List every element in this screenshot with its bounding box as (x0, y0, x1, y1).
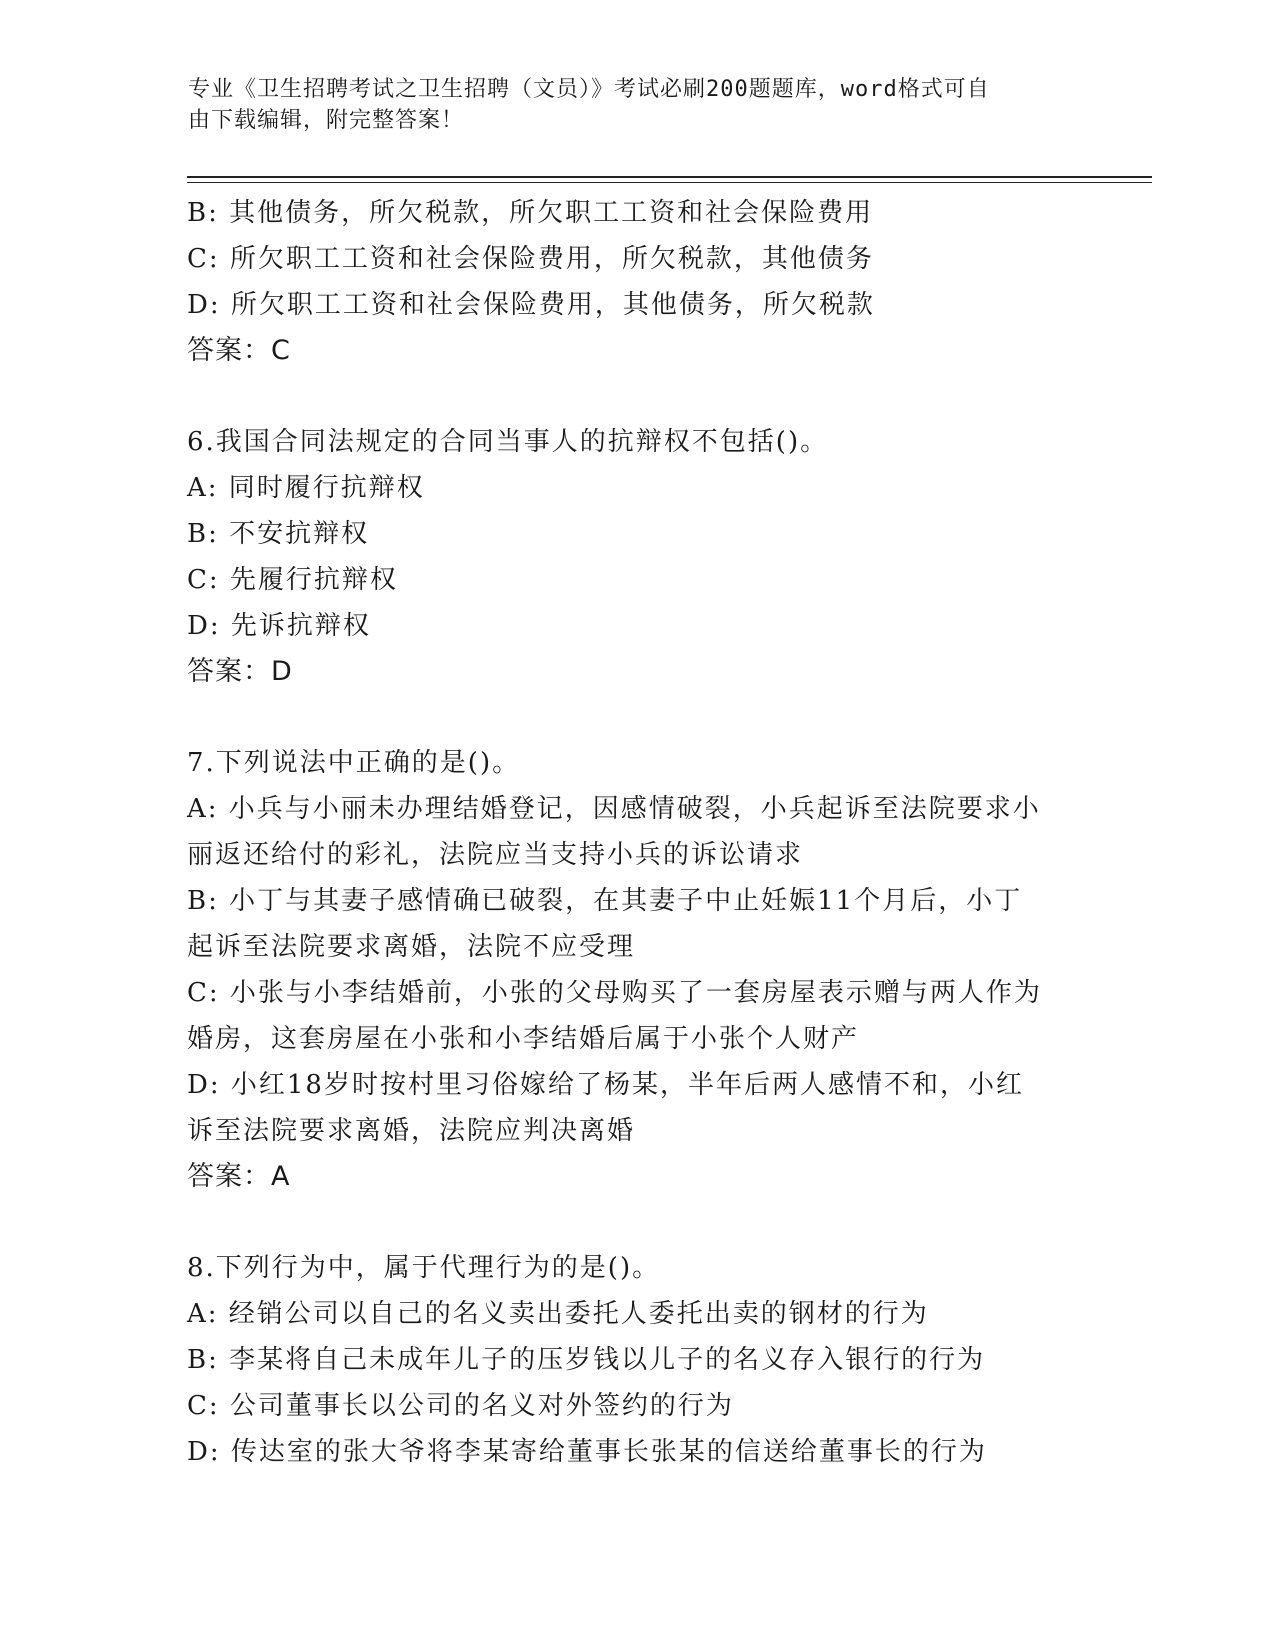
option-a-line-1: A: 小兵与小丽未办理结婚登记，因感情破裂，小兵起诉至法院要求小 (187, 794, 1041, 824)
option-d: D: 所欠职工工资和社会保险费用，其他债务，所欠税款 (187, 290, 875, 320)
header-line-2: 由下载编辑，附完整答案！ (188, 108, 465, 133)
question-6 (187, 419, 1087, 695)
answer: 答案：C (187, 335, 291, 366)
option-d-line-2: 诉至法院要求离婚，法院应判决离婚 (187, 1116, 636, 1146)
question-7 (187, 740, 1087, 1200)
option-b: B: 其他债务，所欠税款，所欠职工工资和社会保险费用 (187, 198, 874, 228)
answer: 答案：A (187, 1161, 291, 1192)
option-b: B: 不安抗辩权 (187, 519, 370, 549)
option-c: C: 所欠职工工资和社会保险费用，所欠税款，其他债务 (187, 244, 874, 274)
option-d-line-1: D: 小红18岁时按村里习俗嫁给了杨某，半年后两人感情不和，小红 (187, 1070, 1024, 1100)
option-d: D: 传达室的张大爷将李某寄给董事长张某的信送给董事长的行为 (187, 1437, 987, 1467)
question-list (187, 190, 1087, 1475)
option-a-line-2: 丽返还给付的彩礼，法院应当支持小兵的诉讼请求 (187, 840, 804, 870)
question-8 (187, 1245, 1087, 1475)
option-a: A: 经销公司以自己的名义卖出委托人委托出卖的钢材的行为 (187, 1299, 929, 1329)
spacer (187, 374, 1087, 419)
answer: 答案：D (187, 656, 293, 687)
spacer (187, 1200, 1087, 1245)
option-a: A: 同时履行抗辩权 (187, 473, 425, 503)
question-text: 6.我国合同法规定的合同当事人的抗辩权不包括()。 (187, 427, 829, 457)
option-d: D: 先诉抗辩权 (187, 611, 371, 641)
question-text: 8.下列行为中，属于代理行为的是()。 (187, 1253, 661, 1283)
option-c: C: 公司董事长以公司的名义对外签约的行为 (187, 1391, 734, 1421)
header-rule-thick (187, 176, 1152, 178)
option-c-line-1: C: 小张与小李结婚前，小张的父母购买了一套房屋表示赠与两人作为 (187, 978, 1042, 1008)
option-b-line-2: 起诉至法院要求离婚，法院不应受理 (187, 932, 636, 962)
option-c-line-2: 婚房，这套房屋在小张和小李结婚后属于小张个人财产 (187, 1024, 860, 1054)
header-rule-thin (187, 182, 1152, 183)
question-text: 7.下列说法中正确的是()。 (187, 748, 521, 778)
option-b-line-1: B: 小丁与其妻子感情确已破裂，在其妻子中止妊娠11个月后，小丁 (187, 886, 1023, 916)
option-b: B: 李某将自己未成年儿子的压岁钱以儿子的名义存入银行的行为 (187, 1345, 986, 1375)
header-line-1: 专业《卫生招聘考试之卫生招聘（文员）》考试必刷200题题库，word格式可自 (188, 77, 990, 102)
option-c: C: 先履行抗辩权 (187, 565, 398, 595)
question-5 (187, 190, 1087, 374)
document-header (188, 74, 1068, 136)
spacer (187, 695, 1087, 740)
